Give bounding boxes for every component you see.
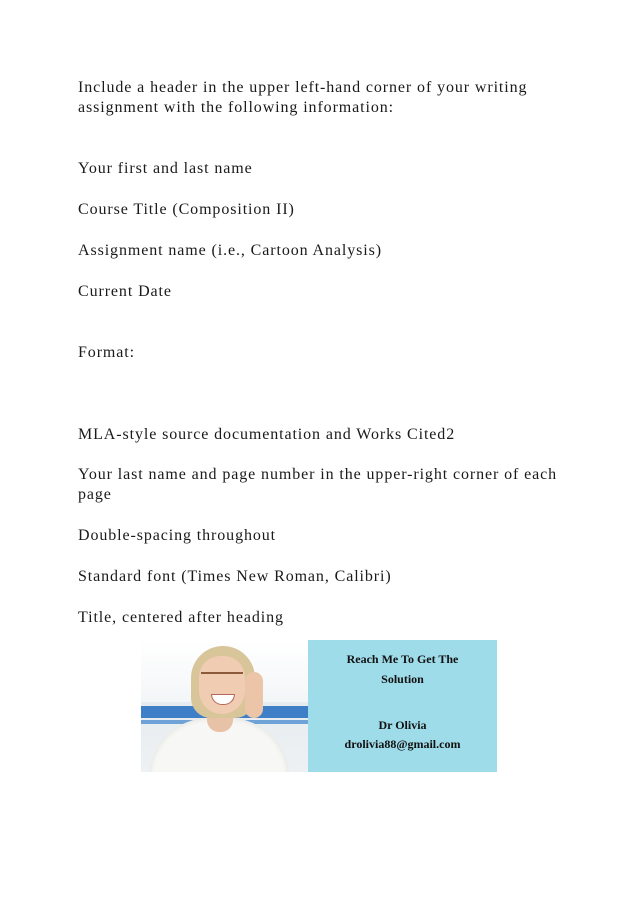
woman-photo xyxy=(141,640,308,772)
instruction-paragraph: Include a header in the upper left-hand corner of your writing assignment with the following information: xyxy=(78,79,528,116)
header-item-date: Current Date xyxy=(78,283,172,300)
banner-headline: Reach Me To Get The xyxy=(346,652,459,666)
banner-email[interactable]: drolivia88@gmail.com xyxy=(344,737,461,751)
format-heading: Format: xyxy=(78,344,135,361)
banner-contact-name: Dr Olivia xyxy=(378,718,427,732)
banner-text xyxy=(308,640,497,772)
format-item-double-spacing: Double-spacing throughout xyxy=(78,527,277,544)
format-item-mla: MLA-style source documentation and Works Cited2 xyxy=(78,426,456,443)
format-item-font: Standard font (Times New Roman, Calibri) xyxy=(78,568,392,585)
contact-banner xyxy=(141,640,497,772)
header-item-name: Your first and last name xyxy=(78,160,253,177)
header-item-course-title: Course Title (Composition II) xyxy=(78,201,295,218)
format-item-title: Title, centered after heading xyxy=(78,609,284,626)
format-item-page-number: Your last name and page number in the upper-right corner of each page xyxy=(78,466,558,503)
banner-headline-2: Solution xyxy=(381,672,424,686)
header-item-assignment-name: Assignment name (i.e., Cartoon Analysis) xyxy=(78,242,382,259)
